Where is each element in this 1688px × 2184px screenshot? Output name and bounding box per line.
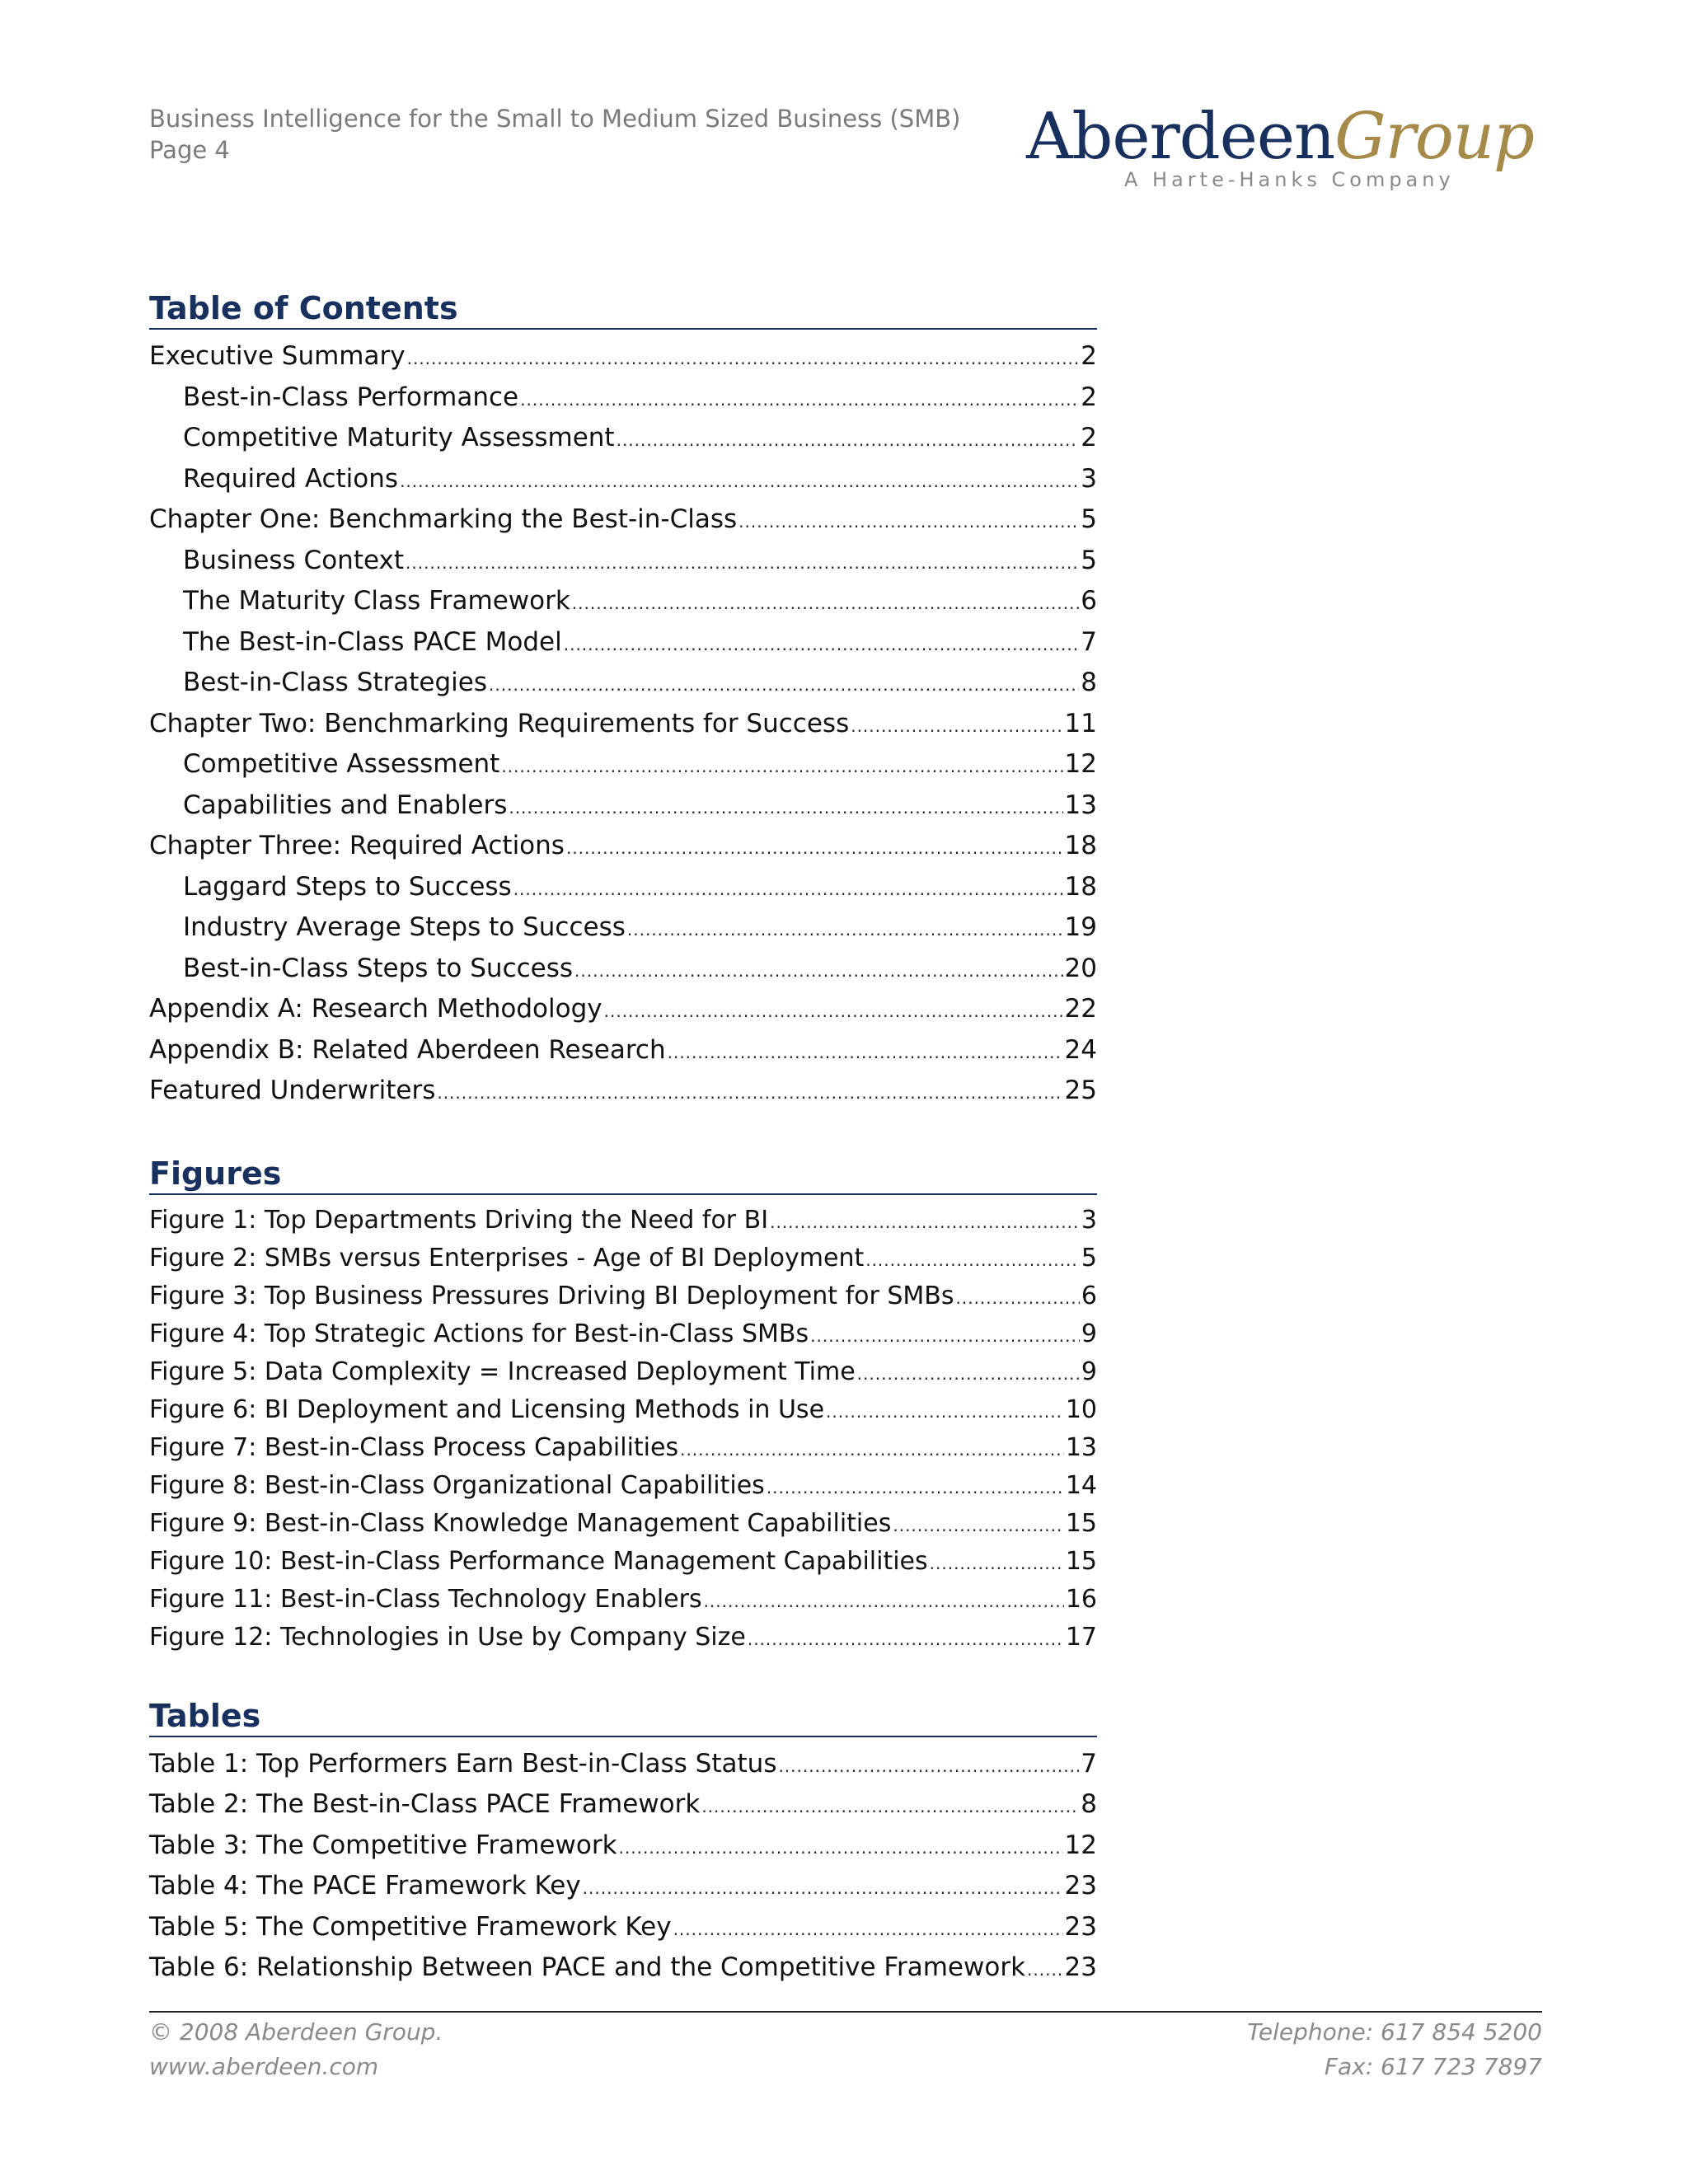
entry-title: Industry Average Steps to Success [183, 912, 626, 942]
entry-page-number: 17 [1065, 1623, 1097, 1652]
table-of-contents [149, 288, 1097, 1112]
dot-leader [564, 625, 1080, 666]
dot-leader [1027, 1950, 1063, 1990]
entry-title: Figure 8: Best-in-Class Organizational Capabilities [149, 1471, 765, 1500]
dot-leader [574, 951, 1063, 992]
entry-page-number: 3 [1081, 463, 1097, 494]
entry-page-number: 19 [1064, 912, 1097, 942]
entry-page-number: 15 [1065, 1509, 1097, 1538]
entry-page-number: 5 [1081, 1244, 1097, 1272]
entry-title: Chapter One: Benchmarking the Best-in-Class [149, 504, 738, 534]
list-item[interactable] [149, 1543, 1097, 1581]
list-item[interactable] [149, 1784, 1097, 1825]
list-of-figures [149, 1154, 1097, 1657]
entry-page-number: 18 [1064, 831, 1097, 860]
list-item[interactable] [149, 1315, 1097, 1353]
entry-page-number: 23 [1064, 1871, 1097, 1901]
entry-title: Table 5: The Competitive Framework Key [149, 1911, 672, 1942]
entry-title: Table 1: Top Performers Earn Best-in-Class Status [149, 1749, 777, 1779]
entry-title: Best-in-Class Performance [183, 382, 519, 412]
dot-leader [583, 1868, 1063, 1909]
toc-heading: Table of Contents [149, 290, 458, 326]
entry-page-number: 20 [1064, 953, 1097, 983]
list-item[interactable] [149, 418, 1097, 459]
dot-leader [956, 1279, 1080, 1317]
entry-page-number: 12 [1064, 1830, 1097, 1860]
dot-leader [520, 380, 1079, 421]
entry-page-number: 23 [1064, 1911, 1097, 1942]
entry-title: Figure 10: Best-in-Class Performance Management Capabilities [149, 1547, 928, 1576]
entry-page-number: 24 [1064, 1034, 1097, 1065]
dot-leader [767, 1469, 1064, 1507]
dot-leader [489, 665, 1079, 706]
list-item[interactable] [149, 744, 1097, 785]
list-item[interactable] [149, 336, 1097, 377]
document-title: Business Intelligence for the Small to Medium Sized Business (SMB) [149, 105, 961, 133]
entry-title: Table 3: The Competitive Framework [149, 1830, 617, 1860]
telephone-number: Telephone: 617 854 5200 [1247, 2018, 1542, 2046]
dot-leader [701, 1787, 1079, 1827]
entry-page-number: 7 [1081, 626, 1097, 657]
dot-leader [437, 1073, 1062, 1114]
page-footer [149, 2011, 1542, 2080]
list-item[interactable] [149, 907, 1097, 949]
list-item[interactable] [149, 826, 1097, 867]
entry-page-number: 14 [1065, 1471, 1097, 1500]
dot-leader [406, 543, 1079, 584]
entry-page-number: 13 [1065, 1433, 1097, 1462]
page-header [149, 102, 1534, 201]
list-item[interactable] [149, 1744, 1097, 1784]
logo-wordmark-group: Group [1334, 100, 1534, 174]
list-item[interactable] [149, 1391, 1097, 1429]
logo-wordmark-aberdeen: Aberdeen [1026, 100, 1335, 174]
tables-heading: Tables [149, 1698, 261, 1734]
list-item[interactable] [149, 663, 1097, 704]
figures-heading: Figures [149, 1155, 282, 1192]
list-of-tables [149, 1696, 1097, 1988]
entry-page-number: 2 [1081, 423, 1097, 452]
dot-leader [851, 706, 1062, 748]
entry-title: Table 4: The PACE Framework Key [149, 1871, 581, 1901]
entry-page-number: 6 [1081, 586, 1097, 616]
list-item[interactable] [149, 459, 1097, 500]
dot-leader [668, 1033, 1063, 1074]
entry-page-number: 16 [1065, 1585, 1097, 1614]
entry-title: Appendix A: Research Methodology [149, 994, 603, 1024]
dot-leader [627, 910, 1063, 951]
entry-title: Featured Underwriters [149, 1076, 436, 1105]
copyright-notice: © 2008 Aberdeen Group. [149, 2018, 443, 2046]
entry-title: Figure 3: Top Business Pressures Driving BI Deployment for SMBs [149, 1282, 954, 1310]
entry-title: Table 2: The Best-in-Class PACE Framework [149, 1789, 701, 1820]
entry-title: Capabilities and Enablers [183, 790, 508, 820]
dot-leader [893, 1507, 1063, 1544]
entry-page-number: 22 [1064, 994, 1097, 1024]
dot-leader [865, 1241, 1080, 1279]
dot-leader [572, 583, 1079, 625]
entry-page-number: 18 [1064, 871, 1097, 902]
list-item[interactable] [149, 377, 1097, 419]
entry-page-number: 5 [1081, 545, 1097, 575]
entry-page-number: 25 [1064, 1076, 1097, 1105]
entry-title: The Maturity Class Framework [183, 586, 570, 616]
entry-page-number: 8 [1081, 668, 1097, 697]
entry-title: Figure 2: SMBs versus Enterprises - Age of BI Deployment [149, 1244, 865, 1272]
footer-rule [149, 2011, 1542, 2013]
list-item[interactable] [149, 785, 1097, 827]
dot-leader [619, 1828, 1063, 1868]
entry-page-number: 7 [1081, 1749, 1097, 1779]
entry-title: Best-in-Class Steps to Success [183, 953, 574, 983]
entry-title: Figure 4: Top Strategic Actions for Best-in-Class SMBs [149, 1319, 809, 1348]
dot-leader [513, 869, 1063, 911]
entry-title: Chapter Two: Benchmarking Requirements for Success [149, 708, 850, 738]
entry-title: Best-in-Class Strategies [183, 668, 488, 697]
dot-leader [930, 1544, 1064, 1582]
list-item[interactable] [149, 1240, 1097, 1277]
website-link[interactable]: www.aberdeen.com [149, 2053, 379, 2080]
list-item[interactable] [149, 1825, 1097, 1866]
dot-leader [738, 502, 1079, 543]
list-item[interactable] [149, 1467, 1097, 1505]
entry-page-number: 8 [1081, 1789, 1097, 1820]
list-item[interactable] [149, 1505, 1097, 1543]
page-number: Page 4 [149, 136, 230, 164]
list-item[interactable] [149, 1947, 1097, 1988]
entry-page-number: 9 [1081, 1319, 1097, 1348]
list-item[interactable] [149, 1277, 1097, 1315]
entry-title: Appendix B: Related Aberdeen Research [149, 1034, 666, 1065]
dot-leader [501, 747, 1062, 788]
entry-page-number: 11 [1064, 708, 1097, 738]
list-item[interactable] [149, 867, 1097, 908]
figures-heading-rule [149, 1193, 1097, 1195]
dot-leader [673, 1910, 1063, 1950]
list-item[interactable] [149, 541, 1097, 582]
entry-page-number: 2 [1081, 341, 1097, 371]
entry-page-number: 5 [1081, 504, 1097, 534]
list-item[interactable] [149, 499, 1097, 541]
entry-title: Required Actions [183, 463, 399, 494]
dot-leader [509, 788, 1062, 829]
tables-heading-rule [149, 1736, 1097, 1737]
list-item[interactable] [149, 622, 1097, 663]
dot-leader [566, 828, 1063, 869]
list-item[interactable] [149, 1353, 1097, 1391]
dot-leader [778, 1746, 1079, 1787]
entry-title: Table 6: Relationship Between PACE and the Competitive Framework [149, 1952, 1026, 1982]
entry-page-number: 2 [1081, 382, 1097, 412]
entry-title: The Best-in-Class PACE Model [183, 626, 562, 657]
toc-entry-list [149, 336, 1097, 1112]
dot-leader [826, 1393, 1064, 1431]
list-item[interactable] [149, 704, 1097, 745]
entry-page-number: 23 [1064, 1952, 1097, 1982]
list-item[interactable] [149, 989, 1097, 1030]
dot-leader [857, 1355, 1080, 1393]
entry-page-number: 15 [1065, 1547, 1097, 1576]
dot-leader [680, 1431, 1064, 1469]
entry-title: Business Context [183, 545, 404, 575]
entry-title: Competitive Maturity Assessment [183, 423, 615, 452]
entry-title: Executive Summary [149, 341, 406, 371]
logo-tagline: A Harte-Hanks Company [1124, 168, 1455, 191]
entry-page-number: 9 [1081, 1357, 1097, 1386]
dot-leader [407, 339, 1080, 380]
list-item[interactable] [149, 1866, 1097, 1906]
list-item[interactable] [149, 1030, 1097, 1071]
list-item[interactable] [149, 1907, 1097, 1947]
list-item[interactable] [149, 1619, 1097, 1657]
entry-title: Figure 5: Data Complexity = Increased Deployment Time [149, 1357, 856, 1386]
dot-leader [810, 1317, 1080, 1355]
entry-title: Laggard Steps to Success [183, 871, 512, 902]
figure-entry-list [149, 1202, 1097, 1657]
list-item[interactable] [149, 1429, 1097, 1467]
list-item[interactable] [149, 1202, 1097, 1240]
list-item[interactable] [149, 581, 1097, 622]
dot-leader [604, 991, 1063, 1033]
entry-page-number: 6 [1081, 1282, 1097, 1310]
toc-heading-rule [149, 328, 1097, 330]
entry-page-number: 13 [1064, 790, 1097, 820]
aberdeen-group-logo [1026, 100, 1534, 201]
list-item[interactable] [149, 1581, 1097, 1619]
entry-page-number: 12 [1064, 749, 1097, 779]
dot-leader [748, 1620, 1064, 1658]
list-item[interactable] [149, 949, 1097, 990]
dot-leader [704, 1582, 1064, 1620]
dot-leader [400, 462, 1079, 503]
list-item[interactable] [149, 1071, 1097, 1112]
entry-title: Figure 1: Top Departments Driving the Need for BI [149, 1206, 769, 1235]
entry-title: Figure 7: Best-in-Class Process Capabilities [149, 1433, 679, 1462]
fax-number: Fax: 617 723 7897 [1324, 2053, 1542, 2080]
entry-title: Chapter Three: Required Actions [149, 831, 565, 860]
dot-leader [617, 420, 1080, 462]
entry-title: Figure 11: Best-in-Class Technology Enablers [149, 1585, 702, 1614]
table-entry-list [149, 1744, 1097, 1988]
dot-leader [770, 1203, 1080, 1241]
entry-title: Competitive Assessment [183, 749, 500, 779]
entry-title: Figure 6: BI Deployment and Licensing Methods in Use [149, 1395, 825, 1424]
entry-title: Figure 12: Technologies in Use by Company Size [149, 1623, 746, 1652]
entry-page-number: 3 [1081, 1206, 1097, 1235]
entry-page-number: 10 [1065, 1395, 1097, 1424]
entry-title: Figure 9: Best-in-Class Knowledge Management Capabilities [149, 1509, 892, 1538]
